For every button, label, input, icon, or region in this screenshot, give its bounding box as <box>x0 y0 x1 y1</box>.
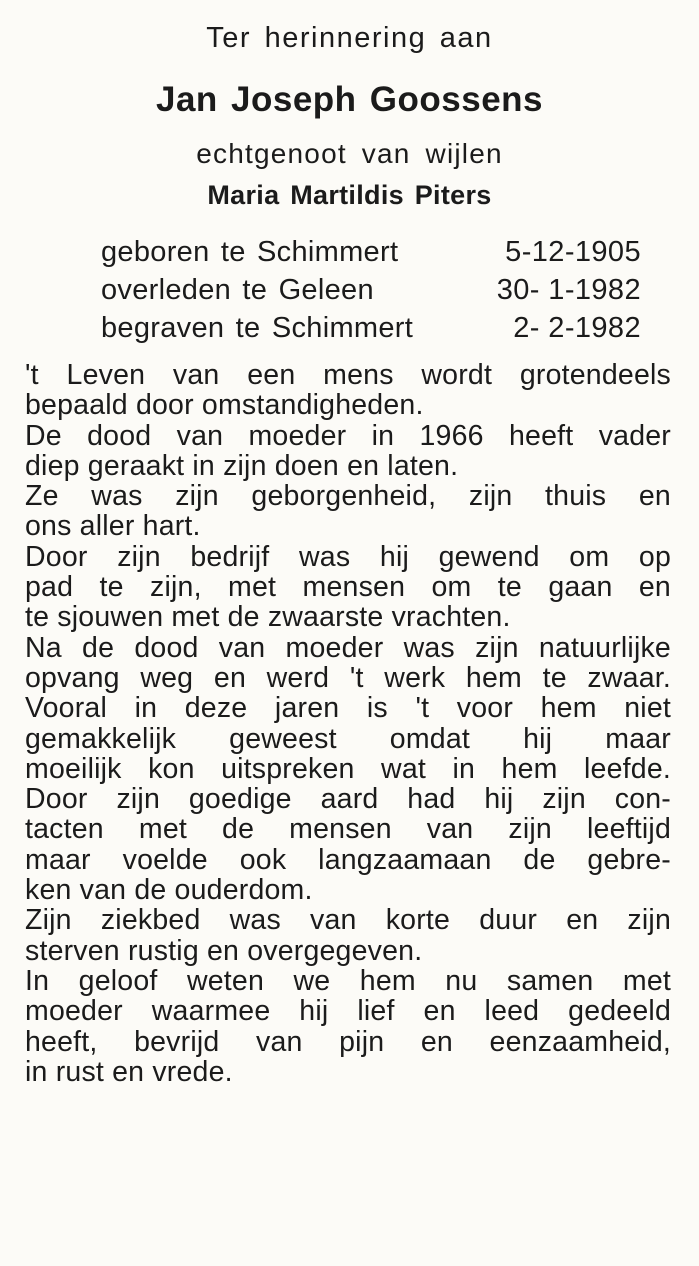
text-line: De dood van moeder in 1966 heeft vader <box>25 419 671 452</box>
text-line: heeft, bevrijd van pijn en eenzaamheid, <box>25 1025 671 1058</box>
event-buried-label: begraven te Schimmert <box>101 312 414 344</box>
intro-text: Ter herinnering aan <box>206 22 493 54</box>
text-line: 't Leven van een mens wordt grotendeels <box>25 359 671 391</box>
text-line: te sjouwen met de zwaarste vrachten. <box>25 601 511 634</box>
event-born-label: geboren te Schimmert <box>101 236 399 268</box>
text-line: Na de dood van moeder was zijn natuurlijke <box>25 631 671 664</box>
life-events <box>101 233 641 347</box>
text-line: opvang weg en werd 't werk hem te zwaar. <box>25 661 671 694</box>
text-line: maar voelde ook langzaamaan de gebre- <box>25 843 671 876</box>
event-died <box>101 271 641 309</box>
text-line: in rust en vrede. <box>25 1055 233 1088</box>
deceased-name: Jan Joseph Goossens <box>155 80 544 119</box>
text-line: Zijn ziekbed was van korte duur en zijn <box>25 904 671 937</box>
text-line: ken van de ouderdom. <box>25 874 313 907</box>
event-buried <box>101 309 641 347</box>
spouse-intro-text: echtgenoot van wijlen <box>196 138 503 169</box>
text-line: moeder waarmee hij lief en leed gedeeld <box>25 995 671 1028</box>
text-line: Ze was zijn geborgenheid, zijn thuis en <box>25 480 671 513</box>
event-buried-date: 2- 2-1982 <box>513 312 641 344</box>
event-born <box>101 233 641 271</box>
text-line: gemakkelijk geweest omdat hij maar <box>25 722 671 755</box>
event-died-date: 30- 1-1982 <box>496 274 641 306</box>
event-died-label: overleden te Geleen <box>101 274 374 306</box>
text-line: In geloof weten we hem nu samen met <box>25 964 671 997</box>
text-line: moeilijk kon uitspreken wat in hem leefde. <box>25 752 671 785</box>
text-line: tacten met de mensen van zijn leeftijd <box>25 813 671 846</box>
text-line: sterven rustig en overgegeven. <box>25 934 423 967</box>
text-line: Door zijn goedige aard had hij zijn con- <box>25 783 671 816</box>
spouse-name: Maria Martildis Piters <box>207 180 492 210</box>
event-born-date: 5-12-1905 <box>505 236 641 268</box>
text-line: ons aller hart. <box>25 510 201 543</box>
text-line: diep geraakt in zijn doen en laten. <box>25 449 459 482</box>
text-line: bepaald door omstandigheden. <box>25 389 424 422</box>
text-line: pad te zijn, met mensen om te gaan en <box>25 571 671 604</box>
text-line: Vooral in deze jaren is 't voor hem niet <box>25 692 671 725</box>
memorial-text <box>25 360 671 1087</box>
text-line: Door zijn bedrijf was hij gewend om op <box>25 540 671 573</box>
